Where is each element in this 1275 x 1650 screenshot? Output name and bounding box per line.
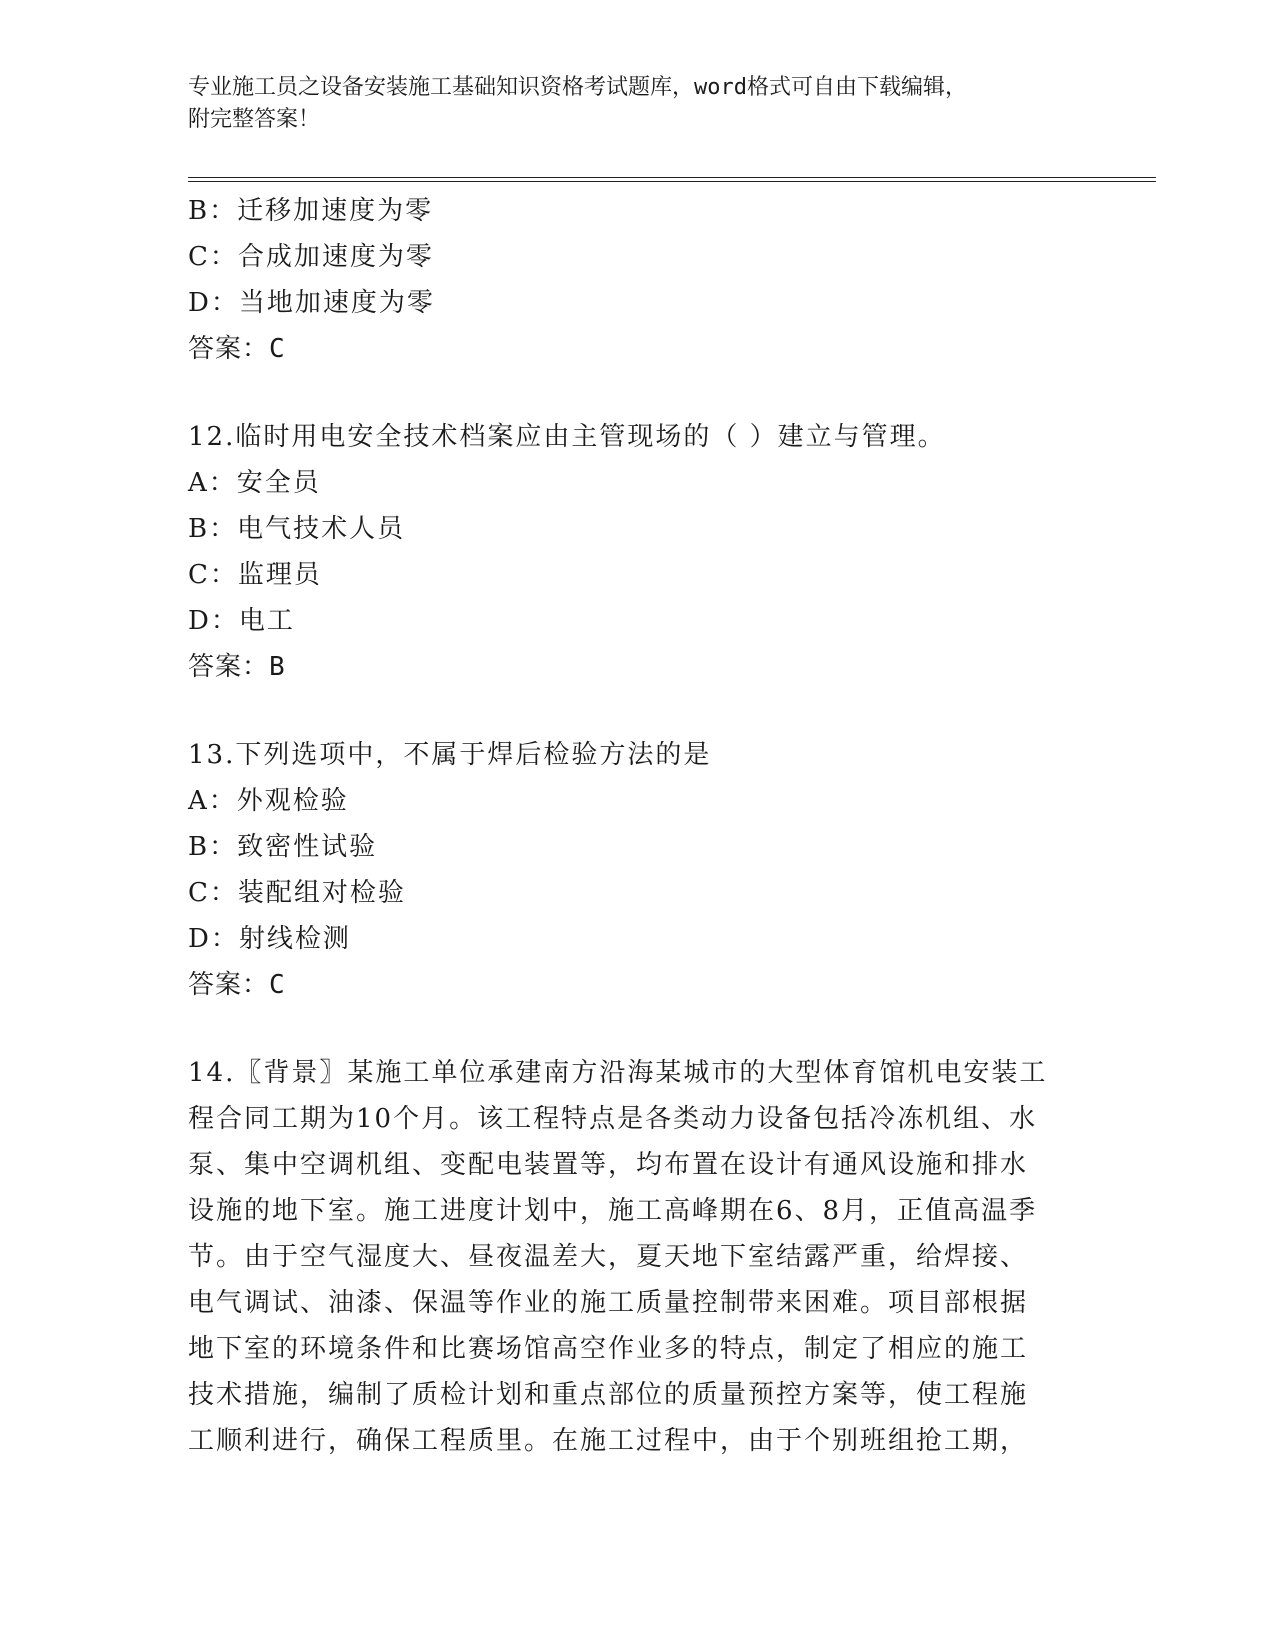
question-13 xyxy=(188,732,1088,1008)
option-a: A：安全员 xyxy=(188,468,321,498)
paragraph-line: 设施的地下室。施工进度计划中，施工高峰期在6、8月，正值高温季 xyxy=(188,1196,1038,1226)
paragraph-line: 工顺利进行，确保工程质里。在施工过程中，由于个别班组抢工期， xyxy=(188,1426,1029,1456)
paragraph-line: 程合同工期为10个月。该工程特点是各类动力设备包括冷冻机组、水 xyxy=(188,1104,1038,1134)
option-b: B：电气技术人员 xyxy=(188,514,406,544)
answer-line: 答案：B xyxy=(188,652,286,682)
option-d: D：电工 xyxy=(188,606,295,636)
header-line-2: 附完整答案！ xyxy=(188,107,321,132)
paragraph-line: 地下室的环境条件和比赛场馆高空作业多的特点，制定了相应的施工 xyxy=(188,1334,1029,1364)
option-c: C：装配组对检验 xyxy=(188,878,406,908)
option-d: D：射线检测 xyxy=(188,924,351,954)
question-stem: 12.临时用电安全技术档案应由主管现场的（ ）建立与管理。 xyxy=(188,422,946,452)
answer-line: 答案：C xyxy=(188,970,286,1000)
question-stem: 13.下列选项中，不属于焊后检验方法的是 xyxy=(188,740,712,770)
option-c: C：监理员 xyxy=(188,560,322,590)
header-divider xyxy=(188,177,1156,182)
option-b: B：致密性试验 xyxy=(188,832,378,862)
document-header xyxy=(188,72,1088,136)
header-line-1: 专业施工员之设备安装施工基础知识资格考试题库，word格式可自由下载编辑， xyxy=(188,75,967,100)
answer-line: 答案：C xyxy=(188,334,286,364)
paragraph-line: 节。由于空气湿度大、昼夜温差大，夏天地下室结露严重，给焊接、 xyxy=(188,1242,1029,1272)
question-14 xyxy=(188,1050,1088,1464)
paragraph-line: 电气调试、油漆、保温等作业的施工质量控制带来困难。项目部根据 xyxy=(188,1288,1029,1318)
option-b: B：迁移加速度为零 xyxy=(188,196,434,226)
question-11-continuation xyxy=(188,188,1088,372)
paragraph-line: 技术措施，编制了质检计划和重点部位的质量预控方案等，使工程施 xyxy=(188,1380,1029,1410)
option-c: C：合成加速度为零 xyxy=(188,242,434,272)
question-12 xyxy=(188,414,1088,690)
option-d: D：当地加速度为零 xyxy=(188,288,435,318)
document-body xyxy=(188,188,1088,1464)
paragraph-line: 14.〖背景〗某施工单位承建南方沿海某城市的大型体育馆机电安装工 xyxy=(188,1058,1048,1088)
option-a: A：外观检验 xyxy=(188,786,349,816)
paragraph-line: 泵、集中空调机组、变配电装置等，均布置在设计有通风设施和排水 xyxy=(188,1150,1029,1180)
